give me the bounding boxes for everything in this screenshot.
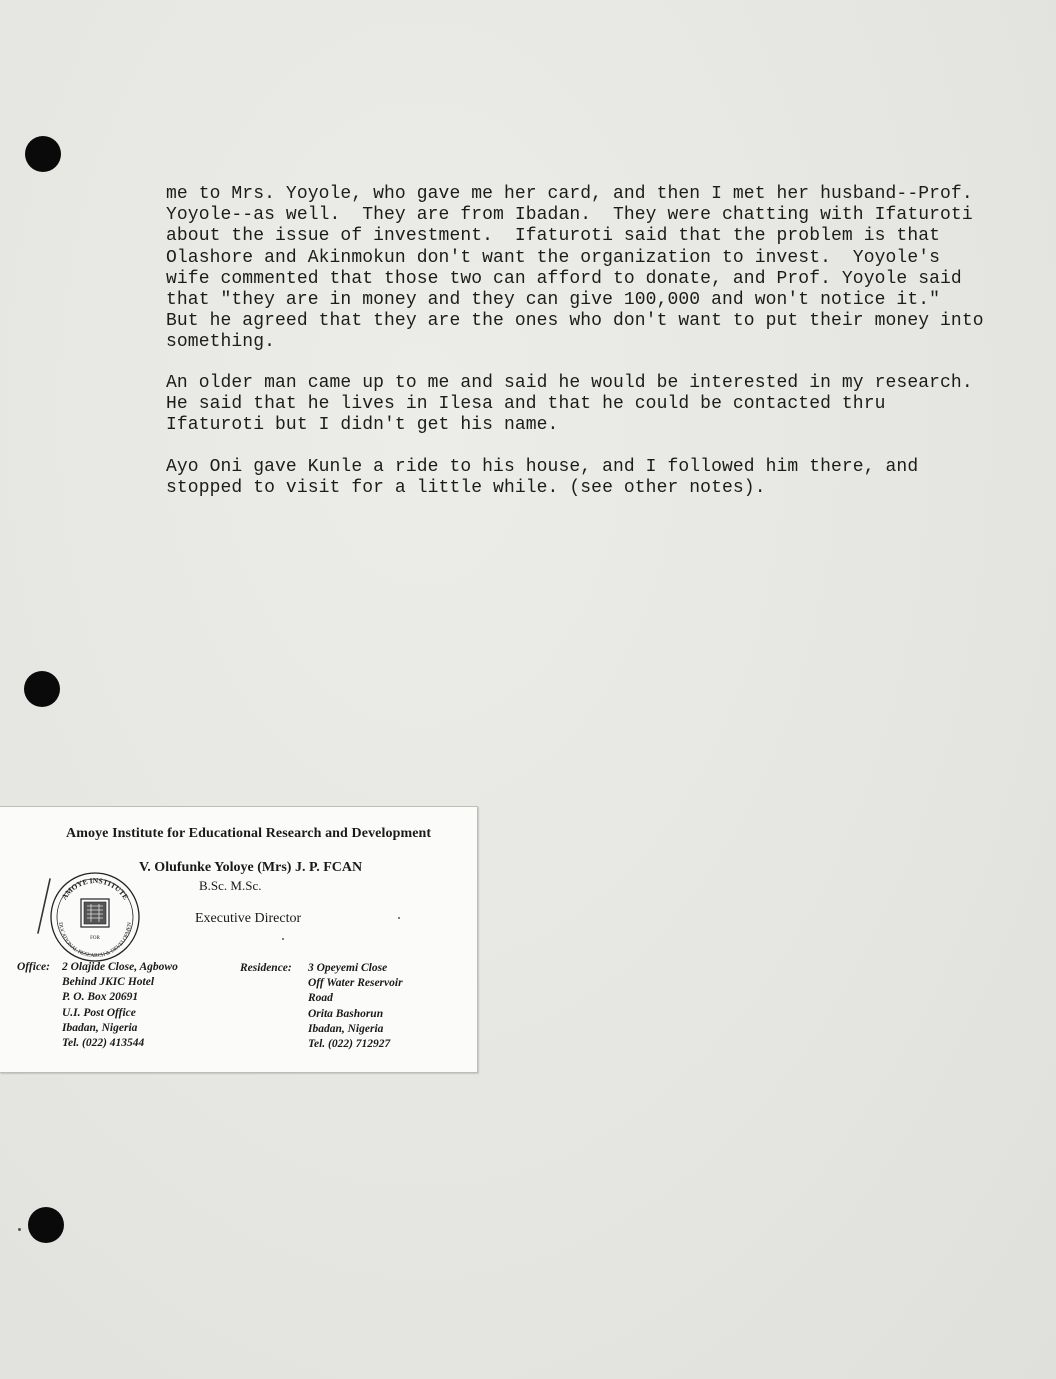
- seal-text-bottom: DUCATIONAL RESEARCH & DEVELOPMEN: [56, 922, 134, 960]
- speck: [18, 1228, 21, 1231]
- residence-label: Residence:: [240, 962, 292, 974]
- card-institute-name: Amoye Institute for Educational Research and Development: [66, 826, 432, 841]
- speck: [282, 938, 284, 940]
- institute-seal-icon: [47, 869, 143, 965]
- svg-text:AMOYE INSTITUTE: [60, 876, 131, 901]
- residence-address: 3 Opeyemi Close Off Water Reservoir Road Orita Bashorun Ibadan, Nigeria Tel. (022) 712927: [308, 962, 403, 1051]
- card-degrees: B.Sc. M.Sc.: [199, 878, 262, 893]
- card-job-title: Executive Director: [195, 911, 302, 926]
- office-label: Office:: [17, 961, 50, 973]
- seal-text-center: FOR: [90, 936, 100, 941]
- office-address: 2 Olajide Close, Agbowo Behind JKIC Hotel P. O. Box 20691 U.I. Post Office Ibadan, Nigeria Tel. (022) 413544: [62, 961, 178, 1050]
- typed-paragraph: me to Mrs. Yoyole, who gave me her card, and then I met her husband--Prof. Yoyole--as well. They are from Ibadan. They were chatting with Ifaturoti about the issue of investment. Ifaturoti said that the problem is that Olashore and Akinmokun don't want the organization to invest. Yoyole's wife commented that those two can afford to donate, and Prof. Yoyole said that "they are in money and they can give 100,000 and won't notice it." But he agreed that they are the ones who don't want to put their money into something.: [166, 184, 984, 353]
- speck: [398, 917, 400, 919]
- typed-paragraph: Ayo Oni gave Kunle a ride to his house, and I followed him there, and stopped to visit for a little while. (see other notes).: [166, 457, 919, 499]
- punch-hole: [24, 671, 60, 707]
- punch-hole: [25, 136, 61, 172]
- punch-hole: [28, 1207, 64, 1243]
- card-person-name: V. Olufunke Yoloye (Mrs) J. P. FCAN: [139, 860, 363, 875]
- business-card: [0, 806, 478, 1073]
- seal-text-top: AMOYE INSTITUTE: [59, 875, 131, 902]
- typed-paragraph: An older man came up to me and said he would be interested in my research. He said that he lives in Ilesa and that he could be contacted thru Ifaturoti but I didn't get his name.: [166, 373, 973, 436]
